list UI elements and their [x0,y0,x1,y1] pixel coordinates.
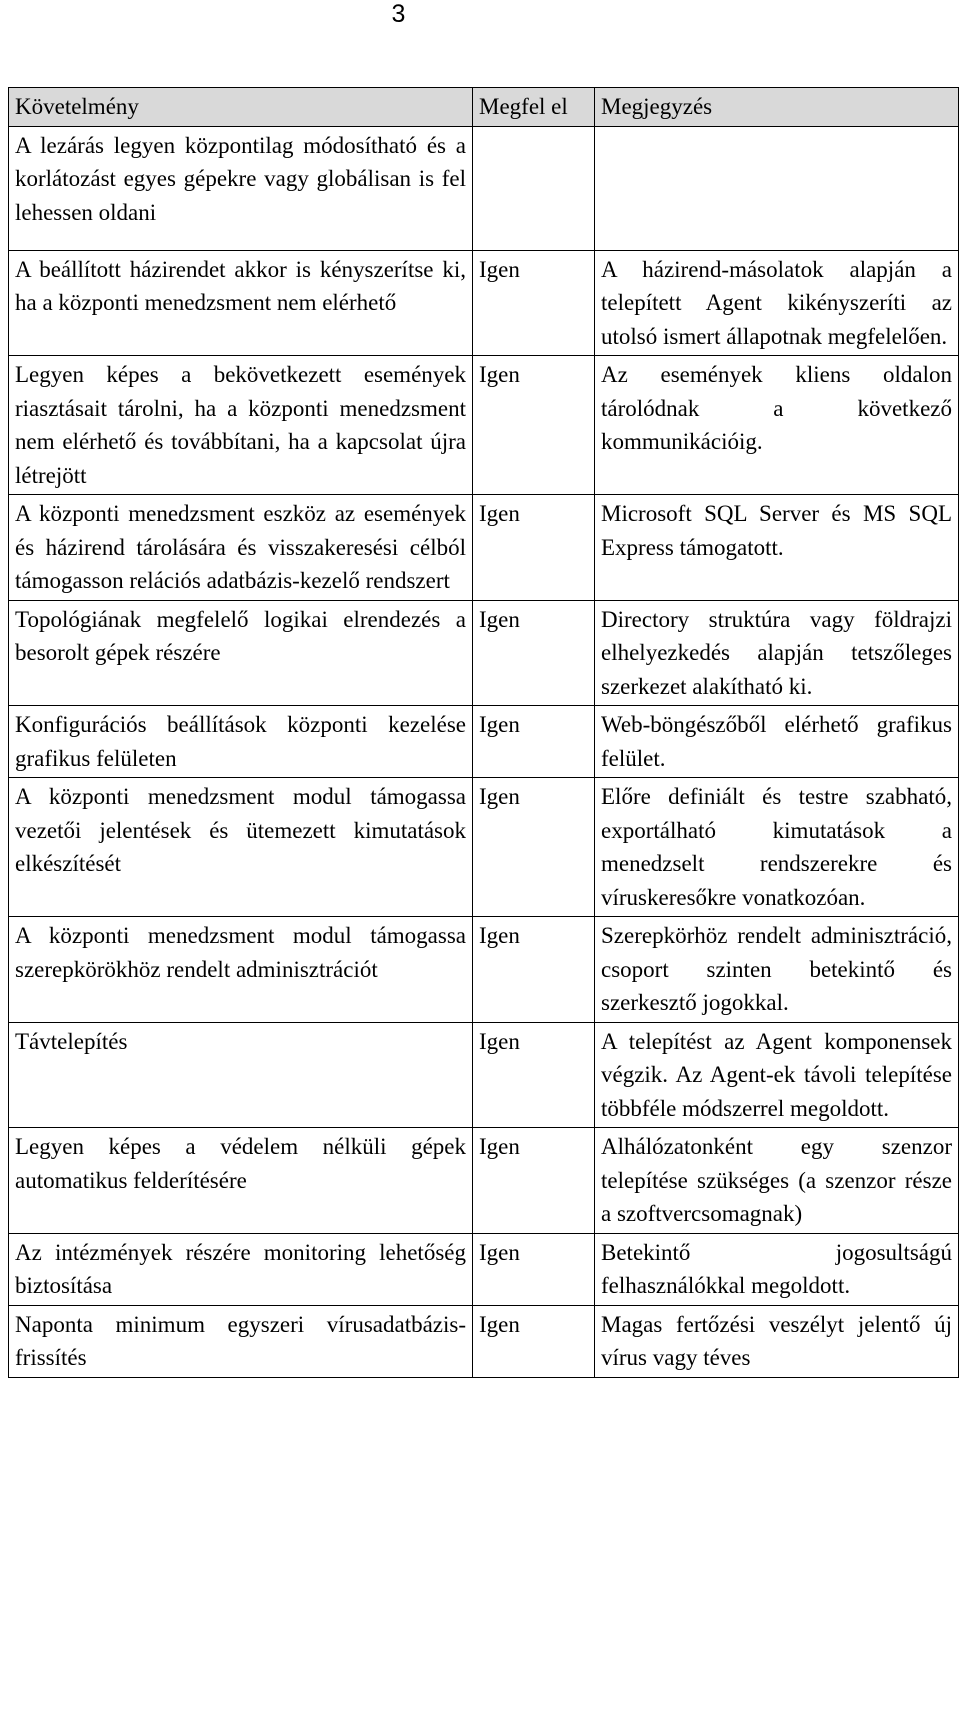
requirement-cell: Legyen képes a bekövetkezett események riasztásait tárolni, ha a központi menedzsment nem elérhető és továbbítani, ha a kapcsolat újra létrejött [9,356,473,495]
requirement-cell: A központi menedzsment modul támogassa szerepkörökhöz rendelt adminisztrációt [9,917,473,1023]
note-cell: Magas fertőzési veszélyt jelentő új vírus vagy téves [595,1305,959,1377]
note-cell: Web-böngészőből elérhető grafikus felület. [595,706,959,778]
table-row [9,495,959,601]
compliant-cell: Igen [473,250,595,356]
requirement-cell: Az intézmények részére monitoring lehetőség biztosítása [9,1233,473,1305]
table-row [9,706,959,778]
requirement-cell: A központi menedzsment eszköz az események és házirend tárolására és visszakeresési célból támogasson relációs adatbázis-kezelő rendszert [9,495,473,601]
requirement-cell: Naponta minimum egyszeri vírusadatbázis-frissítés [9,1305,473,1377]
requirement-cell: A lezárás legyen központilag módosítható és a korlátozást egyes gépekre vagy globálisan is fel lehessen oldani [9,126,473,250]
header-compliant: Megfel el [473,88,595,127]
requirement-cell: A beállított házirendet akkor is kényszerítse ki, ha a központi menedzsment nem elérhető [9,250,473,356]
compliant-cell: Igen [473,1128,595,1234]
note-cell: Alhálózatonként egy szenzor telepítése szükséges (a szenzor része a szoftvercsomagnak) [595,1128,959,1234]
note-cell: A telepítést az Agent komponensek végzik. Az Agent-ek távoli telepítése többféle módszerrel megoldott. [595,1022,959,1128]
table-row [9,356,959,495]
note-cell: Directory struktúra vagy földrajzi elhelyezkedés alapján tetszőleges szerkezet alakítható ki. [595,600,959,706]
compliant-cell: Igen [473,917,595,1023]
requirement-cell: Topológiának megfelelő logikai elrendezés a besorolt gépek részére [9,600,473,706]
table-row [9,917,959,1023]
compliant-cell: Igen [473,600,595,706]
table-row [9,1022,959,1128]
note-cell: Betekintő jogosultságú felhasználókkal megoldott. [595,1233,959,1305]
page-number: 3 [391,0,406,28]
table-row [9,126,959,250]
header-requirement: Követelmény [9,88,473,127]
note-cell: A házirend-másolatok alapján a telepített Agent kikényszeríti az utolsó ismert állapotnak megfelelően. [595,250,959,356]
compliant-cell: Igen [473,778,595,917]
table-header-row [9,88,959,127]
table-row [9,600,959,706]
requirement-cell: Legyen képes a védelem nélküli gépek automatikus felderítésére [9,1128,473,1234]
compliant-cell: Igen [473,1305,595,1377]
compliant-cell: Igen [473,1022,595,1128]
table-row [9,1128,959,1234]
requirement-cell: Konfigurációs beállítások központi kezelése grafikus felületen [9,706,473,778]
requirement-cell: Távtelepítés [9,1022,473,1128]
table-row [9,1233,959,1305]
compliant-cell: Igen [473,495,595,601]
note-cell: Előre definiált és testre szabható, exportálható kimutatások a menedzselt rendszerekre és víruskeresőkre vonatkozóan. [595,778,959,917]
note-cell: Az események kliens oldalon tárolódnak a következő kommunikációig. [595,356,959,495]
header-note: Megjegyzés [595,88,959,127]
table-row [9,1305,959,1377]
requirements-table [8,87,959,1378]
note-cell [595,126,959,250]
table-row [9,778,959,917]
table-row [9,250,959,356]
compliant-cell [473,126,595,250]
compliant-cell: Igen [473,706,595,778]
requirement-cell: A központi menedzsment modul támogassa vezetői jelentések és ütemezett kimutatások elkészítését [9,778,473,917]
note-cell: Microsoft SQL Server és MS SQL Express támogatott. [595,495,959,601]
note-cell: Szerepkörhöz rendelt adminisztráció, csoport szinten betekintő és szerkesztő jogokkal. [595,917,959,1023]
compliant-cell: Igen [473,1233,595,1305]
compliant-cell: Igen [473,356,595,495]
